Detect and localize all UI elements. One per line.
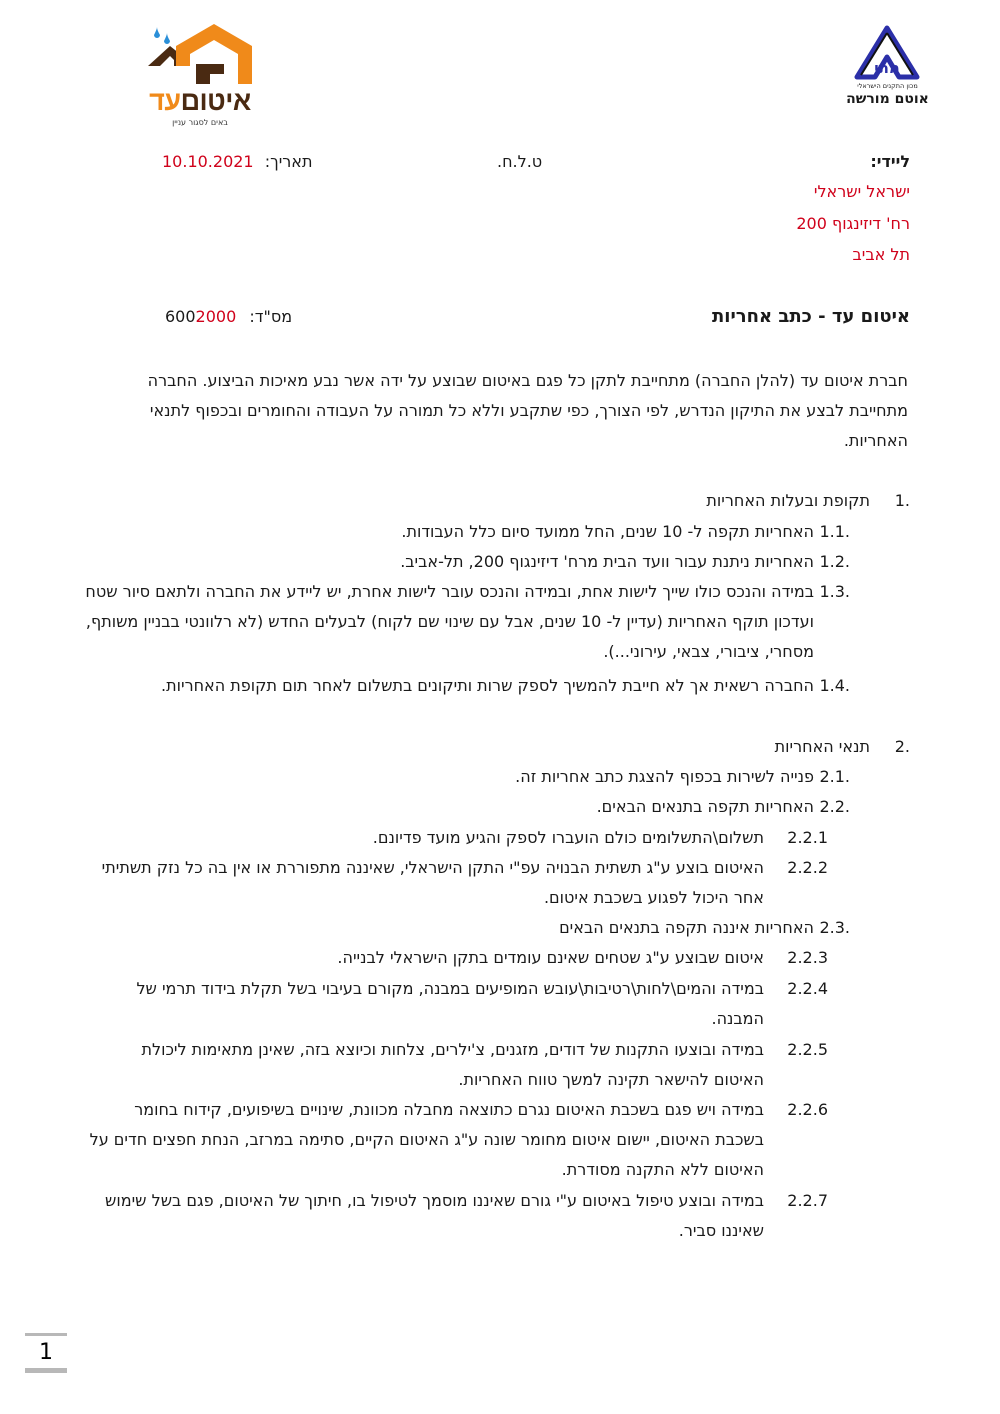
itum-ad-tagline: באים לסגור עניין [172,118,228,127]
item-2-2-text: האחריות תקפה בתנאים הבאים. [596,797,814,816]
item-1-3-number: 1.3. [819,582,850,601]
item-2-2-4-text: במידה והמים\לחות\רטיבות\עובש המופיעים במבנה, מקורם בעיבוי בשל תקלת בידוד תרמי של המבנה. [136,979,764,1028]
item-1-1-number: 1.1. [819,522,850,541]
serial-prefix: 600 [165,307,196,326]
recipient-name: ישראל ישראלי [813,182,910,201]
house-roof-icon [140,18,260,88]
recipient-city: תל אביב [852,245,910,264]
standards-subtitle: מכון התקנים הישראלי [857,82,918,90]
intro-paragraph: חברת איטום עד (להלן החברה) מתחייבת לתקן כל פגם באיטום שבוצע על ידה אשר נבע מאיכות הביצוע. החברה מתחייבת לבצע את התיקון הנדרש, לפי הצורך, כפי שתקבע וללא כל תמורה על העבודה והחומרים ובכפוף לתנאי האחריות. [147,371,908,450]
footer-rule-top [25,1333,67,1336]
itum-ad-wordmark: איטוםעד [149,86,251,116]
item-1-2-text: האחריות ניתנת עבור וועד הבית מרח' דיזינגוף 200, תל-אביב. [400,552,814,571]
item-2-3-text: האחריות איננה תקפה בתנאים הבאים [559,918,814,937]
item-2-1-number: 2.1. [819,767,850,786]
item-2-2-1-number: 2.2.1 [787,828,828,847]
item-1-4-text: החברה רשאית אך לא חייבת להמשיך לספק שרות ותיקונים בתשלום לאחר תום תקופת האחריות. [161,676,814,695]
item-2-2-5-number: 2.2.5 [787,1040,828,1059]
serial-row [165,306,292,328]
item-2-2-7-text: במידה ובוצע טיפול באיטום ע"י גורם שאיננו מוסמך לטיפול בו, חיתוך של האיטום, פגם בשל שימוש שאיננו סביר. [105,1191,764,1240]
tlch-label: ט.ל.ח. [497,152,543,171]
emblem-text: מתי [874,59,900,77]
item-2-2-3-text: איטום שבוצע ע"ג שטחים שאינם עומדים בתקן הישראלי לבנייה. [337,948,764,967]
document-title: איטום עד - כתב אחריות [712,306,910,327]
item-1-4-number: 1.4. [819,676,850,695]
item-2-2-number: 2.2. [819,797,850,816]
date-label: תאריך: [264,152,313,171]
date-value: 10.10.2021 [162,152,254,171]
standards-name: אוטם מורשה [846,91,929,107]
item-2-2-6-text: במידה ויש פגם בשכבת האיטום נגרם כתוצאה מחבלה מכוונת, שינויים בשיפועים, קידוח בחומר בשכבת האיטום, יישום איטום מחומר שונה ע"ג האיטום הקיים, סתימה במרזב, הנחת חפצים חדים על האיטום ללא התקנה מסודרת. [89,1100,764,1179]
date-row [162,152,313,172]
page-number: 1 [39,1340,53,1365]
standards-institute-logo [835,25,940,125]
item-2-3-number: 2.3. [819,918,850,937]
itum-ad-logo [140,18,260,127]
item-1-3-text: במידה והנכס כולו שייך לישות אחת, ובמידה והנכס עובר לישות אחרת, יש ליידע את החברה ולתאם סיור שטח ועדכון תוקף האחריות (עדיין ל- 10 שנים, אבל עם שינוי שם לקוח) לבעלים החדש (לא רלוונטי בבניין משותף, מסחרי, ציבורי, צבאי, עירוני...). [85,582,814,661]
section-2-title: תנאי האחריות [774,737,870,756]
item-2-2-6-number: 2.2.6 [787,1100,828,1119]
footer-rule-bottom [25,1368,67,1373]
section-1-number: 1. [894,491,910,510]
item-2-2-1-text: תשלום\התשלומים כולם הועברו לספק והגיע מועד פדיונם. [372,828,764,847]
section-1-title: תקופת ובעלות האחריות [706,491,870,510]
standards-emblem-icon [835,25,940,83]
item-2-2-7-number: 2.2.7 [787,1191,828,1210]
item-2-2-2-text: האיטום בוצע ע"ג תשתית הבנויה עפ"י התקן הישראלי, שאיננה מתפוררת או אין בה כל נזק תשתיתי אחר היכול לפגוע בשכבת איטום. [101,858,764,907]
item-2-2-3-number: 2.2.3 [787,948,828,967]
item-2-2-5-text: במידה ובוצעו התקנות של דודים, מזגנים, צ'ילרים, צלחות וכיוצא בזה, שאינן מתאימות ליכולת האיטום להישאר תקינה למשך טווח האחריות. [141,1040,764,1089]
serial-label: מס"ד: [249,307,293,326]
serial-value: 2000 [195,307,237,326]
item-1-1-text: האחריות תקפה ל- 10 שנים, החל ממועד סיום כלל העבודות. [401,522,814,541]
recipient-street: רח' דיזינגוף 200 [796,214,910,233]
item-2-2-4-number: 2.2.4 [787,979,828,998]
item-2-1-text: פנייה לשירות בכפוף להצגת כתב אחריות זה. [515,767,814,786]
item-2-2-2-number: 2.2.2 [787,858,828,877]
section-2-number: 2. [894,737,910,756]
item-1-2-number: 1.2. [819,552,850,571]
recipient-label: ליידי: [870,152,910,171]
